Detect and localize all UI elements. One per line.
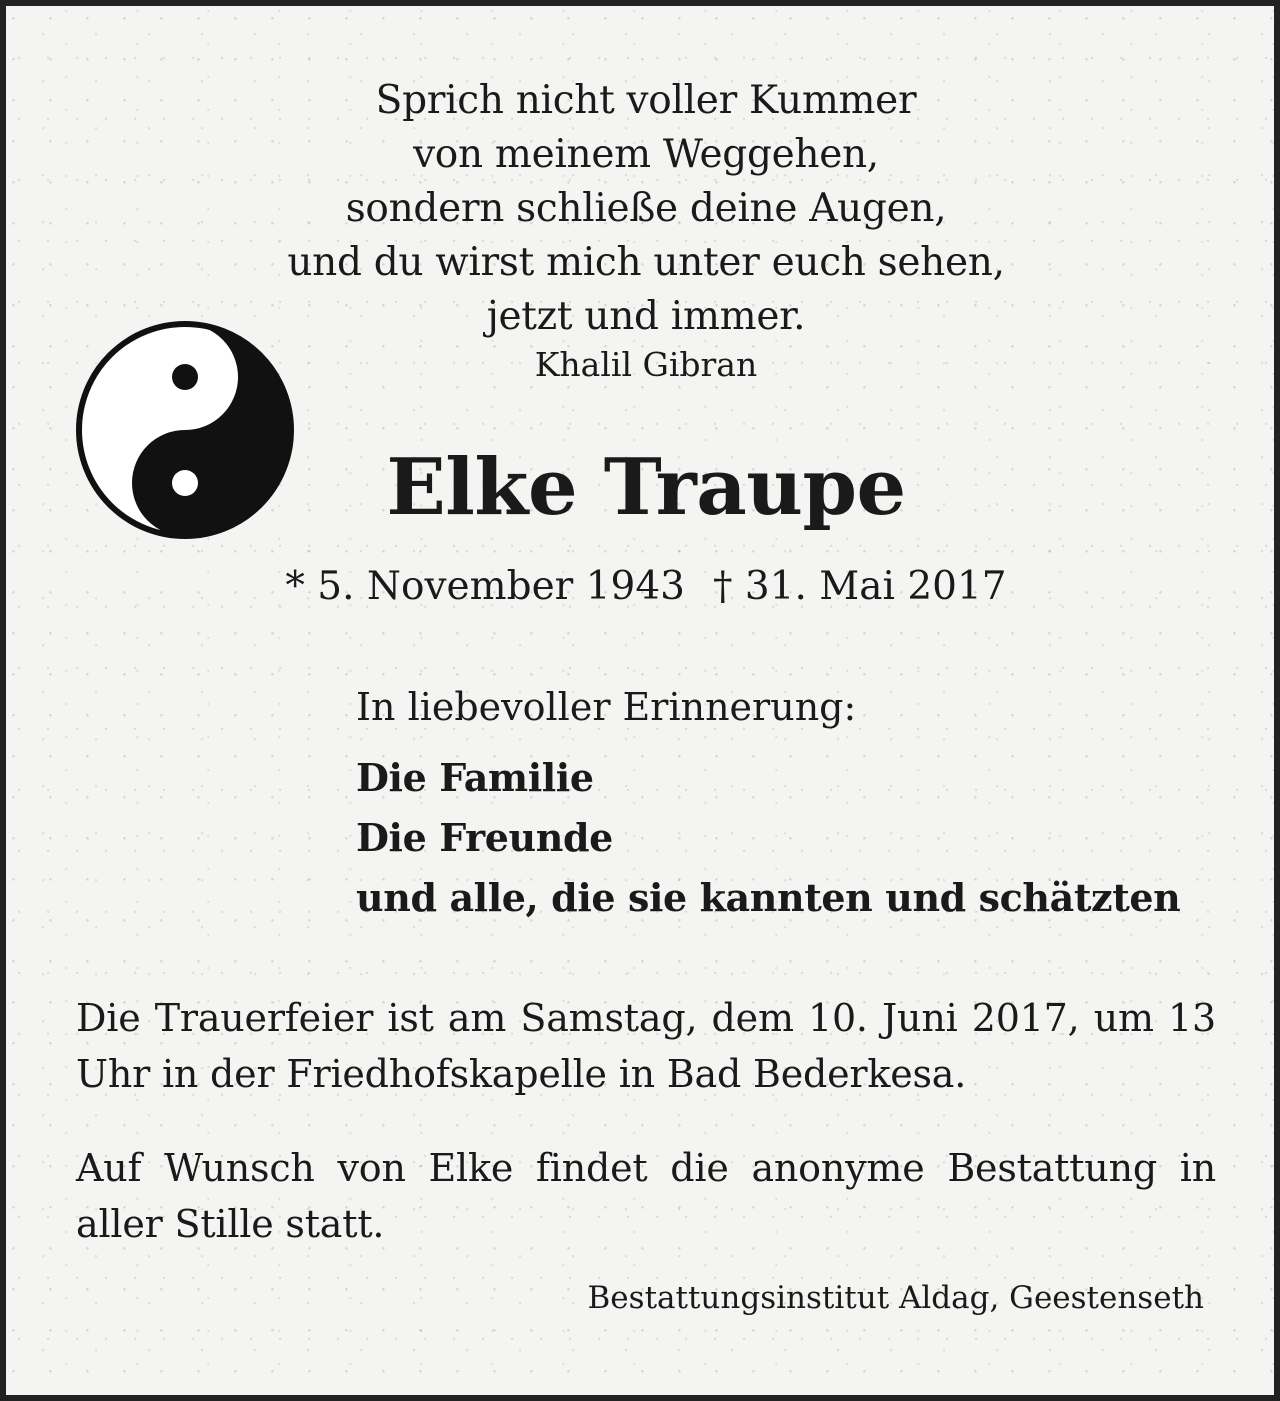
burial-info: Auf Wunsch von Elke findet die anonyme Bestattung in aller Stille statt. — [76, 1146, 1216, 1246]
funeral-info: Die Trauerfeier ist am Samstag, dem 10. Juni 2017, um 13 Uhr in der Friedhofskapelle in Bad Bederkesa. — [76, 996, 1216, 1096]
undertaker: Bestattungsinstitut Aldag, Geestenseth — [587, 1280, 1204, 1316]
poem-line: sondern schließe deine Augen, — [345, 186, 947, 231]
poem-line: und du wirst mich unter euch sehen, — [287, 240, 1005, 285]
memory-intro: In liebevoller Erinnerung: — [356, 685, 857, 729]
poem-line: Sprich nicht voller Kummer — [375, 78, 917, 123]
poem-author: Khalil Gibran — [534, 345, 758, 384]
poem-line: von meinem Weggehen, — [413, 132, 879, 177]
deceased-name: Elke Traupe — [386, 442, 906, 533]
birth-date: * 5. November 1943 — [285, 564, 685, 609]
mourner-others: und alle, die sie kannten und schätzten — [356, 875, 1181, 920]
death-date: † 31. Mai 2017 — [712, 564, 1007, 609]
mourner-friends: Die Freunde — [356, 815, 613, 860]
memory-section — [356, 680, 1236, 928]
life-dates — [6, 560, 1280, 614]
mourner-family: Die Familie — [356, 755, 594, 800]
poem-line: jetzt und immer. — [486, 294, 806, 339]
